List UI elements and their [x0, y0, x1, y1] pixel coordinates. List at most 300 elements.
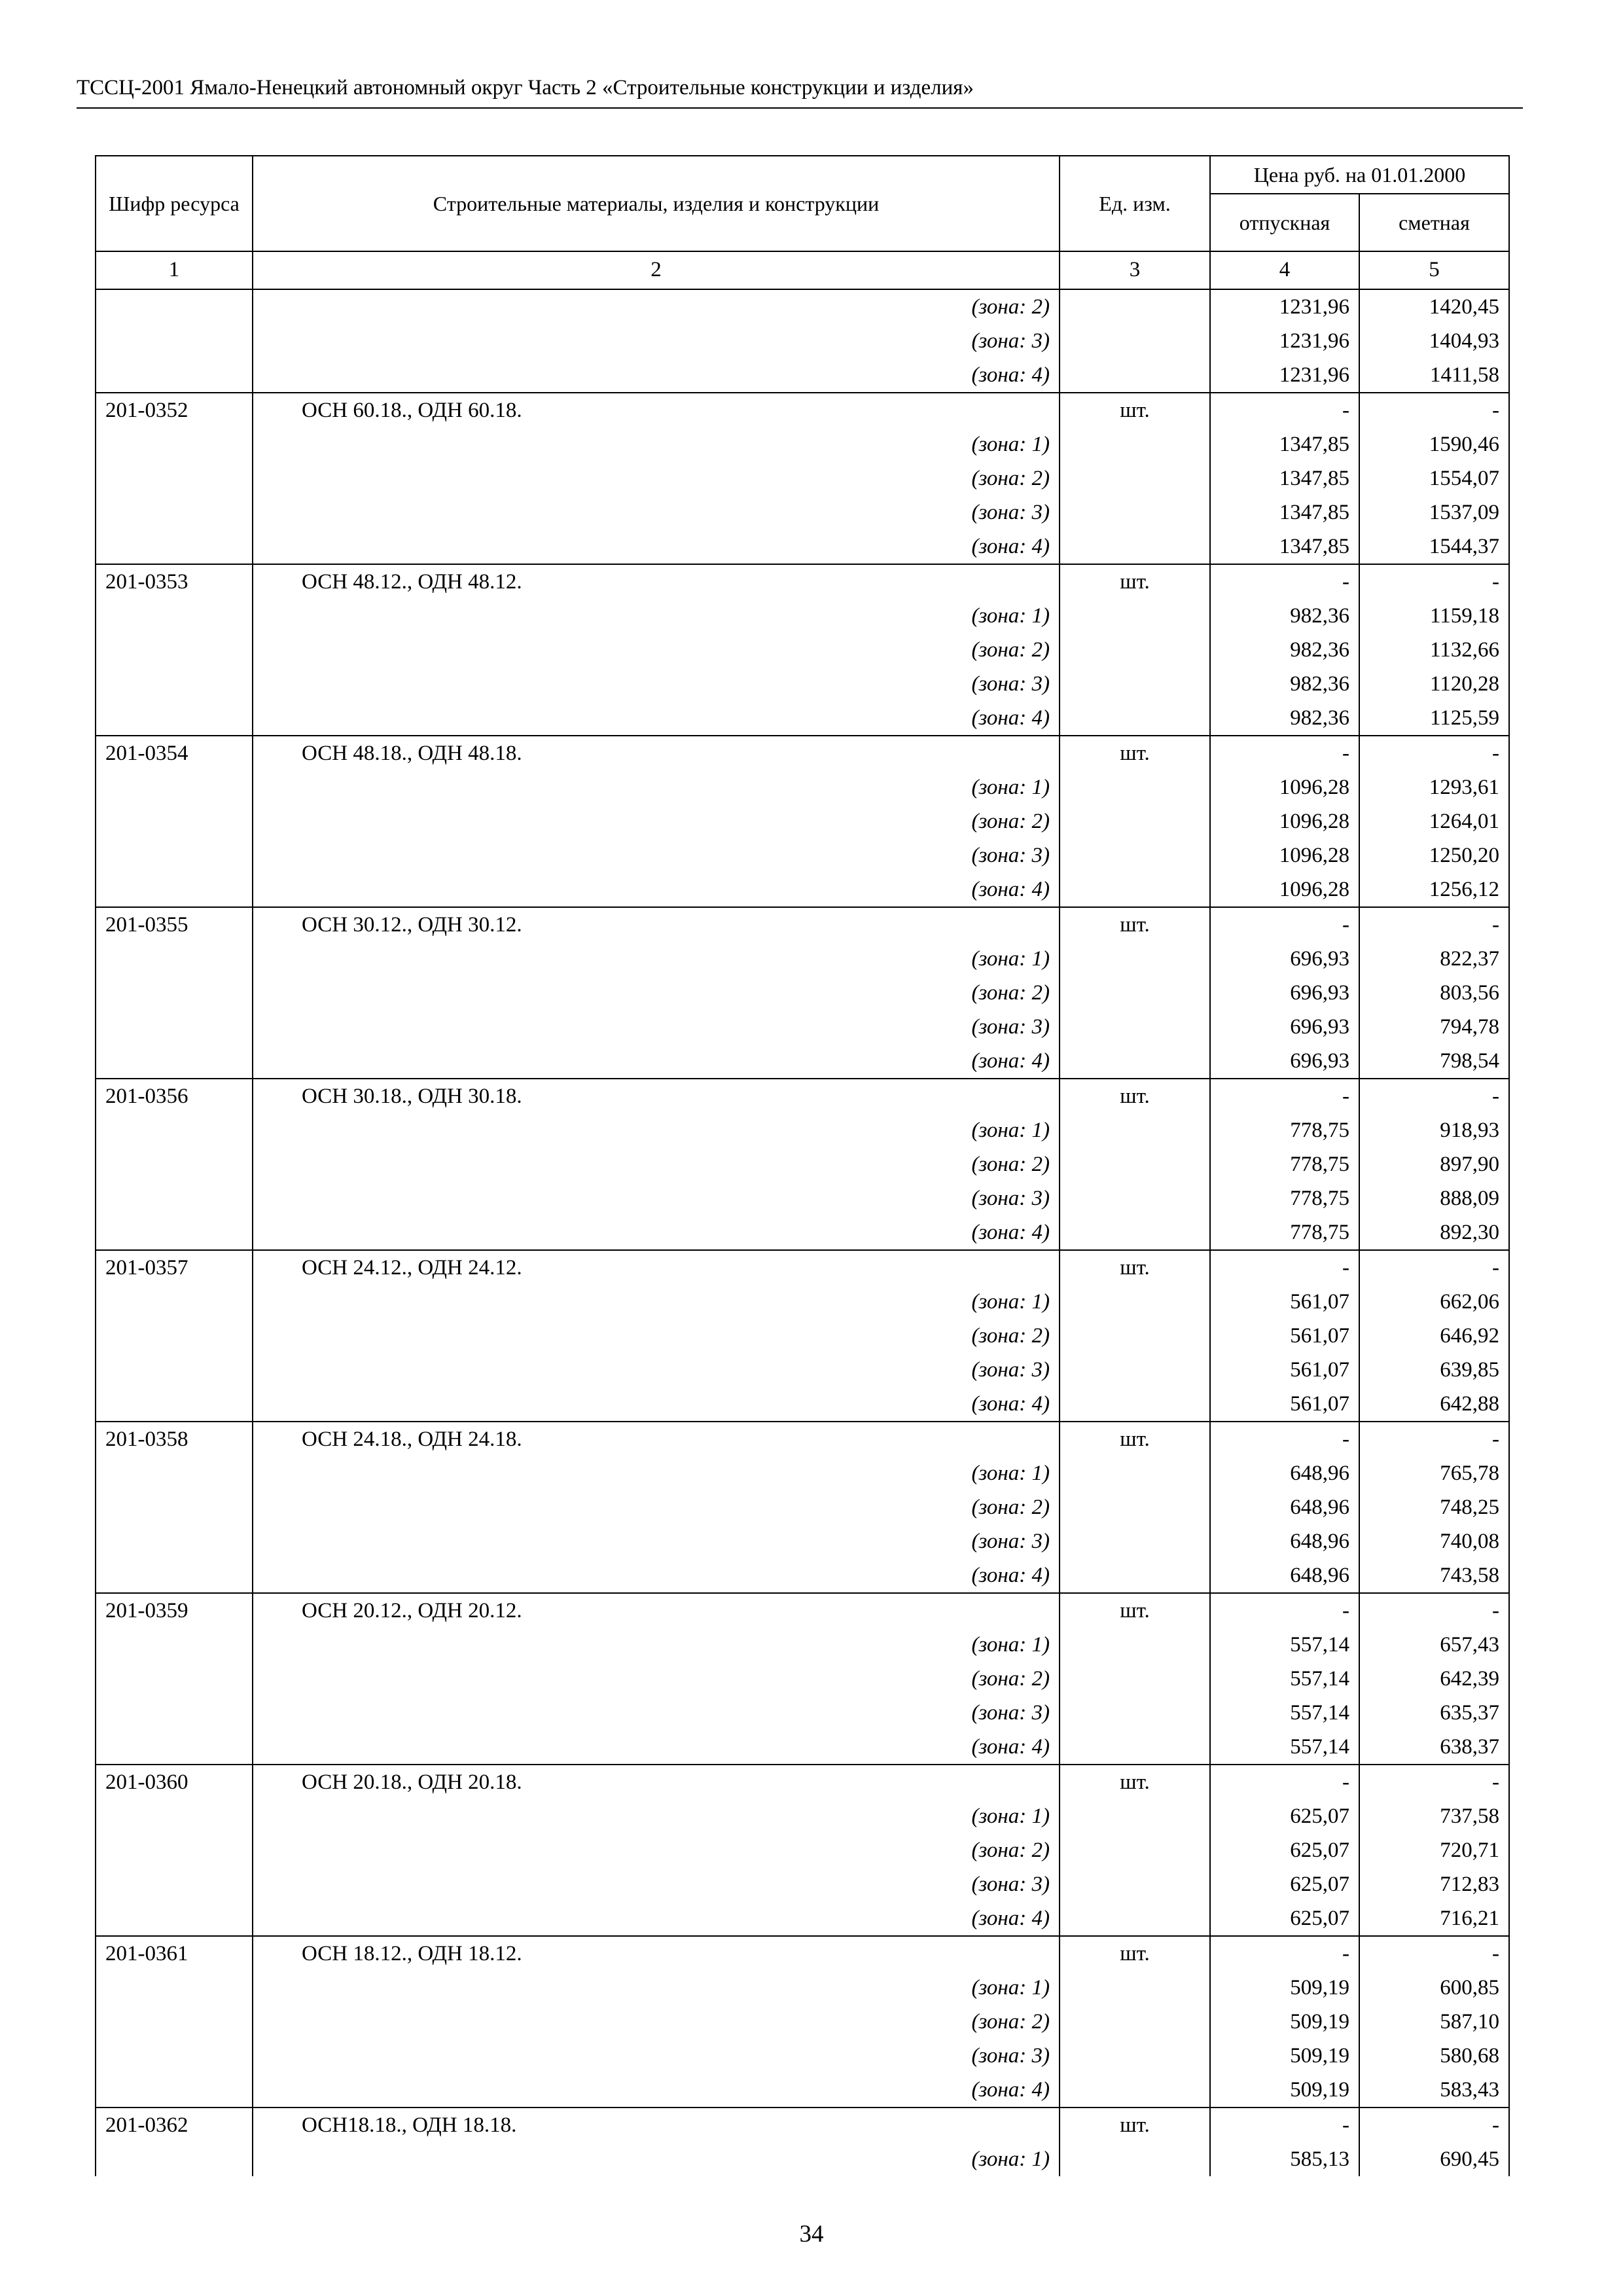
resource-code-cell [96, 1558, 253, 1593]
zone-row [96, 1524, 1509, 1558]
zone-row [96, 529, 1509, 564]
zone-label: (зона: 3) [253, 495, 1060, 529]
resource-unit: шт. [1060, 393, 1210, 427]
zone-label: (зона: 3) [253, 1010, 1060, 1044]
release-price: 982,36 [1210, 599, 1359, 633]
release-price: 982,36 [1210, 701, 1359, 736]
unit-cell [1060, 358, 1210, 393]
estimate-price: - [1359, 1422, 1509, 1456]
estimate-price: - [1359, 1250, 1509, 1285]
resource-unit: шт. [1060, 1936, 1210, 1971]
resource-row [96, 1422, 1509, 1456]
release-price: 696,93 [1210, 1044, 1359, 1079]
unit-cell [1060, 1971, 1210, 2005]
resource-row [96, 1079, 1509, 1113]
resource-code: 201-0356 [96, 1079, 253, 1113]
zone-label: (зона: 4) [253, 1901, 1060, 1936]
release-price: 585,13 [1210, 2142, 1359, 2176]
zone-label: (зона: 1) [253, 770, 1060, 804]
release-price: 778,75 [1210, 1215, 1359, 1250]
release-price: 1096,28 [1210, 770, 1359, 804]
column-number: 3 [1060, 251, 1210, 289]
resource-code-cell [96, 1799, 253, 1833]
unit-cell [1060, 872, 1210, 907]
release-price: - [1210, 1593, 1359, 1628]
zone-label: (зона: 3) [253, 1353, 1060, 1387]
estimate-price: 1420,45 [1359, 289, 1509, 324]
resource-code-cell [96, 289, 253, 324]
estimate-price: - [1359, 2108, 1509, 2142]
resource-code-cell [96, 2039, 253, 2073]
resource-code-cell [96, 838, 253, 872]
release-price: 561,07 [1210, 1285, 1359, 1319]
unit-cell [1060, 1387, 1210, 1422]
header-estimate: сметная [1359, 194, 1509, 251]
release-price: 778,75 [1210, 1147, 1359, 1181]
release-price: 509,19 [1210, 2005, 1359, 2039]
header-code: Шифр ресурса [96, 156, 253, 251]
header-price-group: Цена руб. на 01.01.2000 [1210, 156, 1509, 194]
estimate-price: 892,30 [1359, 1215, 1509, 1250]
unit-cell [1060, 1285, 1210, 1319]
release-price: - [1210, 564, 1359, 599]
resource-code: 201-0352 [96, 393, 253, 427]
zone-label: (зона: 1) [253, 1971, 1060, 2005]
header-release: отпускная [1210, 194, 1359, 251]
resource-code-cell [96, 495, 253, 529]
zone-row [96, 1353, 1509, 1387]
release-price: - [1210, 1079, 1359, 1113]
zone-row [96, 1971, 1509, 2005]
release-price: 982,36 [1210, 667, 1359, 701]
zone-row [96, 1010, 1509, 1044]
release-price: 648,96 [1210, 1524, 1359, 1558]
column-number: 5 [1359, 251, 1509, 289]
table-body [96, 289, 1509, 2176]
estimate-price: 822,37 [1359, 942, 1509, 976]
estimate-price: 1554,07 [1359, 461, 1509, 495]
unit-cell [1060, 1010, 1210, 1044]
resource-code: 201-0362 [96, 2108, 253, 2142]
release-price: 625,07 [1210, 1867, 1359, 1901]
resource-code: 201-0353 [96, 564, 253, 599]
resource-code-cell [96, 872, 253, 907]
zone-row [96, 976, 1509, 1010]
zone-label: (зона: 2) [253, 1662, 1060, 1696]
zone-row [96, 2142, 1509, 2176]
unit-cell [1060, 770, 1210, 804]
zone-label: (зона: 4) [253, 358, 1060, 393]
resource-name: ОСН 30.12., ОДН 30.12. [253, 907, 1060, 942]
header-unit: Ед. изм. [1060, 156, 1210, 251]
unit-cell [1060, 1662, 1210, 1696]
resource-code: 201-0361 [96, 1936, 253, 1971]
estimate-price: 580,68 [1359, 2039, 1509, 2073]
zone-label: (зона: 3) [253, 324, 1060, 358]
zone-row [96, 1799, 1509, 1833]
unit-cell [1060, 1524, 1210, 1558]
zone-row [96, 1730, 1509, 1765]
unit-cell [1060, 633, 1210, 667]
zone-label: (зона: 4) [253, 1215, 1060, 1250]
resource-code: 201-0355 [96, 907, 253, 942]
resource-row [96, 1250, 1509, 1285]
unit-cell [1060, 701, 1210, 736]
resource-unit: шт. [1060, 1250, 1210, 1285]
zone-label: (зона: 4) [253, 2073, 1060, 2108]
estimate-price: 888,09 [1359, 1181, 1509, 1215]
estimate-price: 1250,20 [1359, 838, 1509, 872]
release-price: 696,93 [1210, 1010, 1359, 1044]
estimate-price: 690,45 [1359, 2142, 1509, 2176]
zone-label: (зона: 2) [253, 1490, 1060, 1524]
resource-code-cell [96, 1181, 253, 1215]
resource-unit: шт. [1060, 1765, 1210, 1799]
release-price: - [1210, 907, 1359, 942]
zone-row [96, 1113, 1509, 1147]
resource-code-cell [96, 1490, 253, 1524]
estimate-price: 1125,59 [1359, 701, 1509, 736]
release-price: 557,14 [1210, 1696, 1359, 1730]
resource-code-cell [96, 633, 253, 667]
resource-row [96, 907, 1509, 942]
zone-label: (зона: 2) [253, 804, 1060, 838]
resource-name: ОСН 20.12., ОДН 20.12. [253, 1593, 1060, 1628]
resource-code-cell [96, 1971, 253, 2005]
resource-code-cell [96, 1387, 253, 1422]
zone-row [96, 2073, 1509, 2108]
release-price: 625,07 [1210, 1901, 1359, 1936]
unit-cell [1060, 289, 1210, 324]
resource-code-cell [96, 1353, 253, 1387]
estimate-price: 1159,18 [1359, 599, 1509, 633]
resource-code-cell [96, 1285, 253, 1319]
release-price: - [1210, 1765, 1359, 1799]
resource-unit: шт. [1060, 1079, 1210, 1113]
resource-code-cell [96, 804, 253, 838]
estimate-price: 1264,01 [1359, 804, 1509, 838]
zone-row [96, 427, 1509, 461]
estimate-price: 716,21 [1359, 1901, 1509, 1936]
resource-unit: шт. [1060, 2108, 1210, 2142]
resource-row [96, 564, 1509, 599]
estimate-price: 918,93 [1359, 1113, 1509, 1147]
release-price: 1347,85 [1210, 529, 1359, 564]
zone-label: (зона: 2) [253, 2005, 1060, 2039]
estimate-price: 720,71 [1359, 1833, 1509, 1867]
release-price: - [1210, 1936, 1359, 1971]
zone-label: (зона: 1) [253, 1285, 1060, 1319]
zone-label: (зона: 1) [253, 1113, 1060, 1147]
release-price: 648,96 [1210, 1490, 1359, 1524]
release-price: 1096,28 [1210, 872, 1359, 907]
zone-row [96, 1456, 1509, 1490]
estimate-price: 583,43 [1359, 2073, 1509, 2108]
zone-row [96, 1285, 1509, 1319]
release-price: 778,75 [1210, 1113, 1359, 1147]
release-price: - [1210, 736, 1359, 770]
zone-label: (зона: 1) [253, 427, 1060, 461]
unit-cell [1060, 1696, 1210, 1730]
zone-label: (зона: 2) [253, 633, 1060, 667]
release-price: 1347,85 [1210, 427, 1359, 461]
unit-cell [1060, 1181, 1210, 1215]
zone-label: (зона: 4) [253, 1044, 1060, 1079]
zone-label: (зона: 1) [253, 942, 1060, 976]
release-price: 625,07 [1210, 1799, 1359, 1833]
unit-cell [1060, 1799, 1210, 1833]
release-price: 1231,96 [1210, 289, 1359, 324]
zone-label: (зона: 3) [253, 1867, 1060, 1901]
resource-code-cell [96, 1833, 253, 1867]
unit-cell [1060, 942, 1210, 976]
resource-row [96, 1593, 1509, 1628]
estimate-price: - [1359, 1936, 1509, 1971]
estimate-price: 803,56 [1359, 976, 1509, 1010]
unit-cell [1060, 1147, 1210, 1181]
estimate-price: 743,58 [1359, 1558, 1509, 1593]
release-price: 1231,96 [1210, 358, 1359, 393]
estimate-price: 712,83 [1359, 1867, 1509, 1901]
estimate-price: - [1359, 1765, 1509, 1799]
resource-code-cell [96, 976, 253, 1010]
release-price: - [1210, 2108, 1359, 2142]
release-price: 1347,85 [1210, 495, 1359, 529]
resource-code-cell [96, 358, 253, 393]
estimate-price: 1256,12 [1359, 872, 1509, 907]
estimate-price: - [1359, 393, 1509, 427]
resource-code-cell [96, 2142, 253, 2176]
release-price: - [1210, 393, 1359, 427]
resource-unit: шт. [1060, 907, 1210, 942]
zone-row [96, 872, 1509, 907]
zone-row [96, 495, 1509, 529]
unit-cell [1060, 1353, 1210, 1387]
resource-unit: шт. [1060, 1593, 1210, 1628]
estimate-price: 657,43 [1359, 1628, 1509, 1662]
release-price: 509,19 [1210, 2039, 1359, 2073]
zone-row [96, 1901, 1509, 1936]
release-price: - [1210, 1422, 1359, 1456]
zone-label: (зона: 1) [253, 1456, 1060, 1490]
unit-cell [1060, 2005, 1210, 2039]
estimate-price: 740,08 [1359, 1524, 1509, 1558]
estimate-price: 1590,46 [1359, 427, 1509, 461]
resource-code-cell [96, 1524, 253, 1558]
zone-row [96, 2039, 1509, 2073]
resource-code-cell [96, 1867, 253, 1901]
estimate-price: 1132,66 [1359, 633, 1509, 667]
zone-row [96, 942, 1509, 976]
resource-code-cell [96, 1147, 253, 1181]
zone-label: (зона: 1) [253, 1628, 1060, 1662]
zone-row [96, 1696, 1509, 1730]
zone-label: (зона: 4) [253, 1558, 1060, 1593]
zone-row [96, 770, 1509, 804]
zone-label: (зона: 1) [253, 2142, 1060, 2176]
unit-cell [1060, 1833, 1210, 1867]
estimate-price: 1544,37 [1359, 529, 1509, 564]
zone-row [96, 1867, 1509, 1901]
resource-code-cell [96, 2073, 253, 2108]
estimate-price: 1411,58 [1359, 358, 1509, 393]
resource-name: ОСН 20.18., ОДН 20.18. [253, 1765, 1060, 1799]
zone-label: (зона: 3) [253, 1181, 1060, 1215]
zone-row [96, 667, 1509, 701]
zone-row [96, 633, 1509, 667]
estimate-price: 1120,28 [1359, 667, 1509, 701]
price-table [95, 155, 1510, 2176]
resource-row [96, 393, 1509, 427]
resource-code-cell [96, 1662, 253, 1696]
zone-row [96, 289, 1509, 324]
release-price: 1096,28 [1210, 838, 1359, 872]
unit-cell [1060, 1044, 1210, 1079]
zone-row [96, 324, 1509, 358]
column-number: 4 [1210, 251, 1359, 289]
resource-code-cell [96, 1901, 253, 1936]
estimate-price: 639,85 [1359, 1353, 1509, 1387]
unit-cell [1060, 427, 1210, 461]
resource-name: ОСН 24.18., ОДН 24.18. [253, 1422, 1060, 1456]
resource-code-cell [96, 1319, 253, 1353]
zone-label: (зона: 1) [253, 599, 1060, 633]
release-price: 982,36 [1210, 633, 1359, 667]
zone-label: (зона: 3) [253, 1524, 1060, 1558]
resource-code-cell [96, 1730, 253, 1765]
resource-code: 201-0354 [96, 736, 253, 770]
estimate-price: 646,92 [1359, 1319, 1509, 1353]
resource-code-cell [96, 1628, 253, 1662]
resource-code-cell [96, 1044, 253, 1079]
unit-cell [1060, 2073, 1210, 2108]
zone-label: (зона: 3) [253, 838, 1060, 872]
estimate-price: 748,25 [1359, 1490, 1509, 1524]
unit-cell [1060, 1901, 1210, 1936]
resource-row [96, 2108, 1509, 2142]
zone-label: (зона: 2) [253, 461, 1060, 495]
release-price: 557,14 [1210, 1628, 1359, 1662]
unit-cell [1060, 2142, 1210, 2176]
release-price: 778,75 [1210, 1181, 1359, 1215]
estimate-price: 638,37 [1359, 1730, 1509, 1765]
resource-code-cell [96, 1456, 253, 1490]
release-price: 557,14 [1210, 1730, 1359, 1765]
unit-cell [1060, 599, 1210, 633]
resource-code-cell [96, 667, 253, 701]
zone-row [96, 1558, 1509, 1593]
release-price: 625,07 [1210, 1833, 1359, 1867]
resource-unit: шт. [1060, 1422, 1210, 1456]
page-number: 34 [799, 2221, 824, 2248]
zone-row [96, 1044, 1509, 1079]
unit-cell [1060, 461, 1210, 495]
zone-label: (зона: 3) [253, 1696, 1060, 1730]
release-price: 696,93 [1210, 942, 1359, 976]
unit-cell [1060, 1215, 1210, 1250]
estimate-price: - [1359, 1593, 1509, 1628]
resource-unit: шт. [1060, 564, 1210, 599]
estimate-price: 897,90 [1359, 1147, 1509, 1181]
unit-cell [1060, 1456, 1210, 1490]
resource-code-cell [96, 1010, 253, 1044]
resource-name: ОСН 18.12., ОДН 18.12. [253, 1936, 1060, 1971]
unit-cell [1060, 495, 1210, 529]
zone-label: (зона: 4) [253, 701, 1060, 736]
resource-name: ОСН 48.18., ОДН 48.18. [253, 736, 1060, 770]
release-price: 561,07 [1210, 1387, 1359, 1422]
estimate-price: 737,58 [1359, 1799, 1509, 1833]
unit-cell [1060, 1319, 1210, 1353]
resource-row [96, 1765, 1509, 1799]
unit-cell [1060, 804, 1210, 838]
estimate-price: 1404,93 [1359, 324, 1509, 358]
zone-label: (зона: 4) [253, 529, 1060, 564]
header-name: Строительные материалы, изделия и конструкции [253, 156, 1060, 251]
resource-code-cell [96, 1696, 253, 1730]
estimate-price: 765,78 [1359, 1456, 1509, 1490]
release-price: 1347,85 [1210, 461, 1359, 495]
zone-label: (зона: 2) [253, 1833, 1060, 1867]
zone-row [96, 1215, 1509, 1250]
unit-cell [1060, 1113, 1210, 1147]
unit-cell [1060, 667, 1210, 701]
resource-row [96, 736, 1509, 770]
unit-cell [1060, 1730, 1210, 1765]
zone-row [96, 1147, 1509, 1181]
zone-label: (зона: 4) [253, 1387, 1060, 1422]
zone-label: (зона: 3) [253, 667, 1060, 701]
resource-code-cell [96, 1215, 253, 1250]
zone-row [96, 1181, 1509, 1215]
release-price: - [1210, 1250, 1359, 1285]
resource-code-cell [96, 461, 253, 495]
resource-name: ОСН 60.18., ОДН 60.18. [253, 393, 1060, 427]
zone-row [96, 838, 1509, 872]
zone-row [96, 358, 1509, 393]
zone-label: (зона: 2) [253, 1319, 1060, 1353]
zone-row [96, 461, 1509, 495]
unit-cell [1060, 324, 1210, 358]
estimate-price: - [1359, 907, 1509, 942]
unit-cell [1060, 1558, 1210, 1593]
resource-code-cell [96, 599, 253, 633]
zone-row [96, 804, 1509, 838]
zone-label: (зона: 2) [253, 1147, 1060, 1181]
zone-row [96, 1628, 1509, 1662]
zone-row [96, 1833, 1509, 1867]
resource-code-cell [96, 324, 253, 358]
zone-row [96, 1662, 1509, 1696]
release-price: 557,14 [1210, 1662, 1359, 1696]
release-price: 561,07 [1210, 1353, 1359, 1387]
unit-cell [1060, 1490, 1210, 1524]
resource-code-cell [96, 427, 253, 461]
release-price: 648,96 [1210, 1456, 1359, 1490]
resource-name: ОСН 48.12., ОДН 48.12. [253, 564, 1060, 599]
column-number: 2 [253, 251, 1060, 289]
estimate-price: 642,39 [1359, 1662, 1509, 1696]
resource-code: 201-0357 [96, 1250, 253, 1285]
release-price: 696,93 [1210, 976, 1359, 1010]
release-price: 1231,96 [1210, 324, 1359, 358]
estimate-price: - [1359, 564, 1509, 599]
zone-label: (зона: 4) [253, 1730, 1060, 1765]
resource-code-cell [96, 770, 253, 804]
zone-label: (зона: 4) [253, 872, 1060, 907]
estimate-price: 794,78 [1359, 1010, 1509, 1044]
resource-code-cell [96, 701, 253, 736]
